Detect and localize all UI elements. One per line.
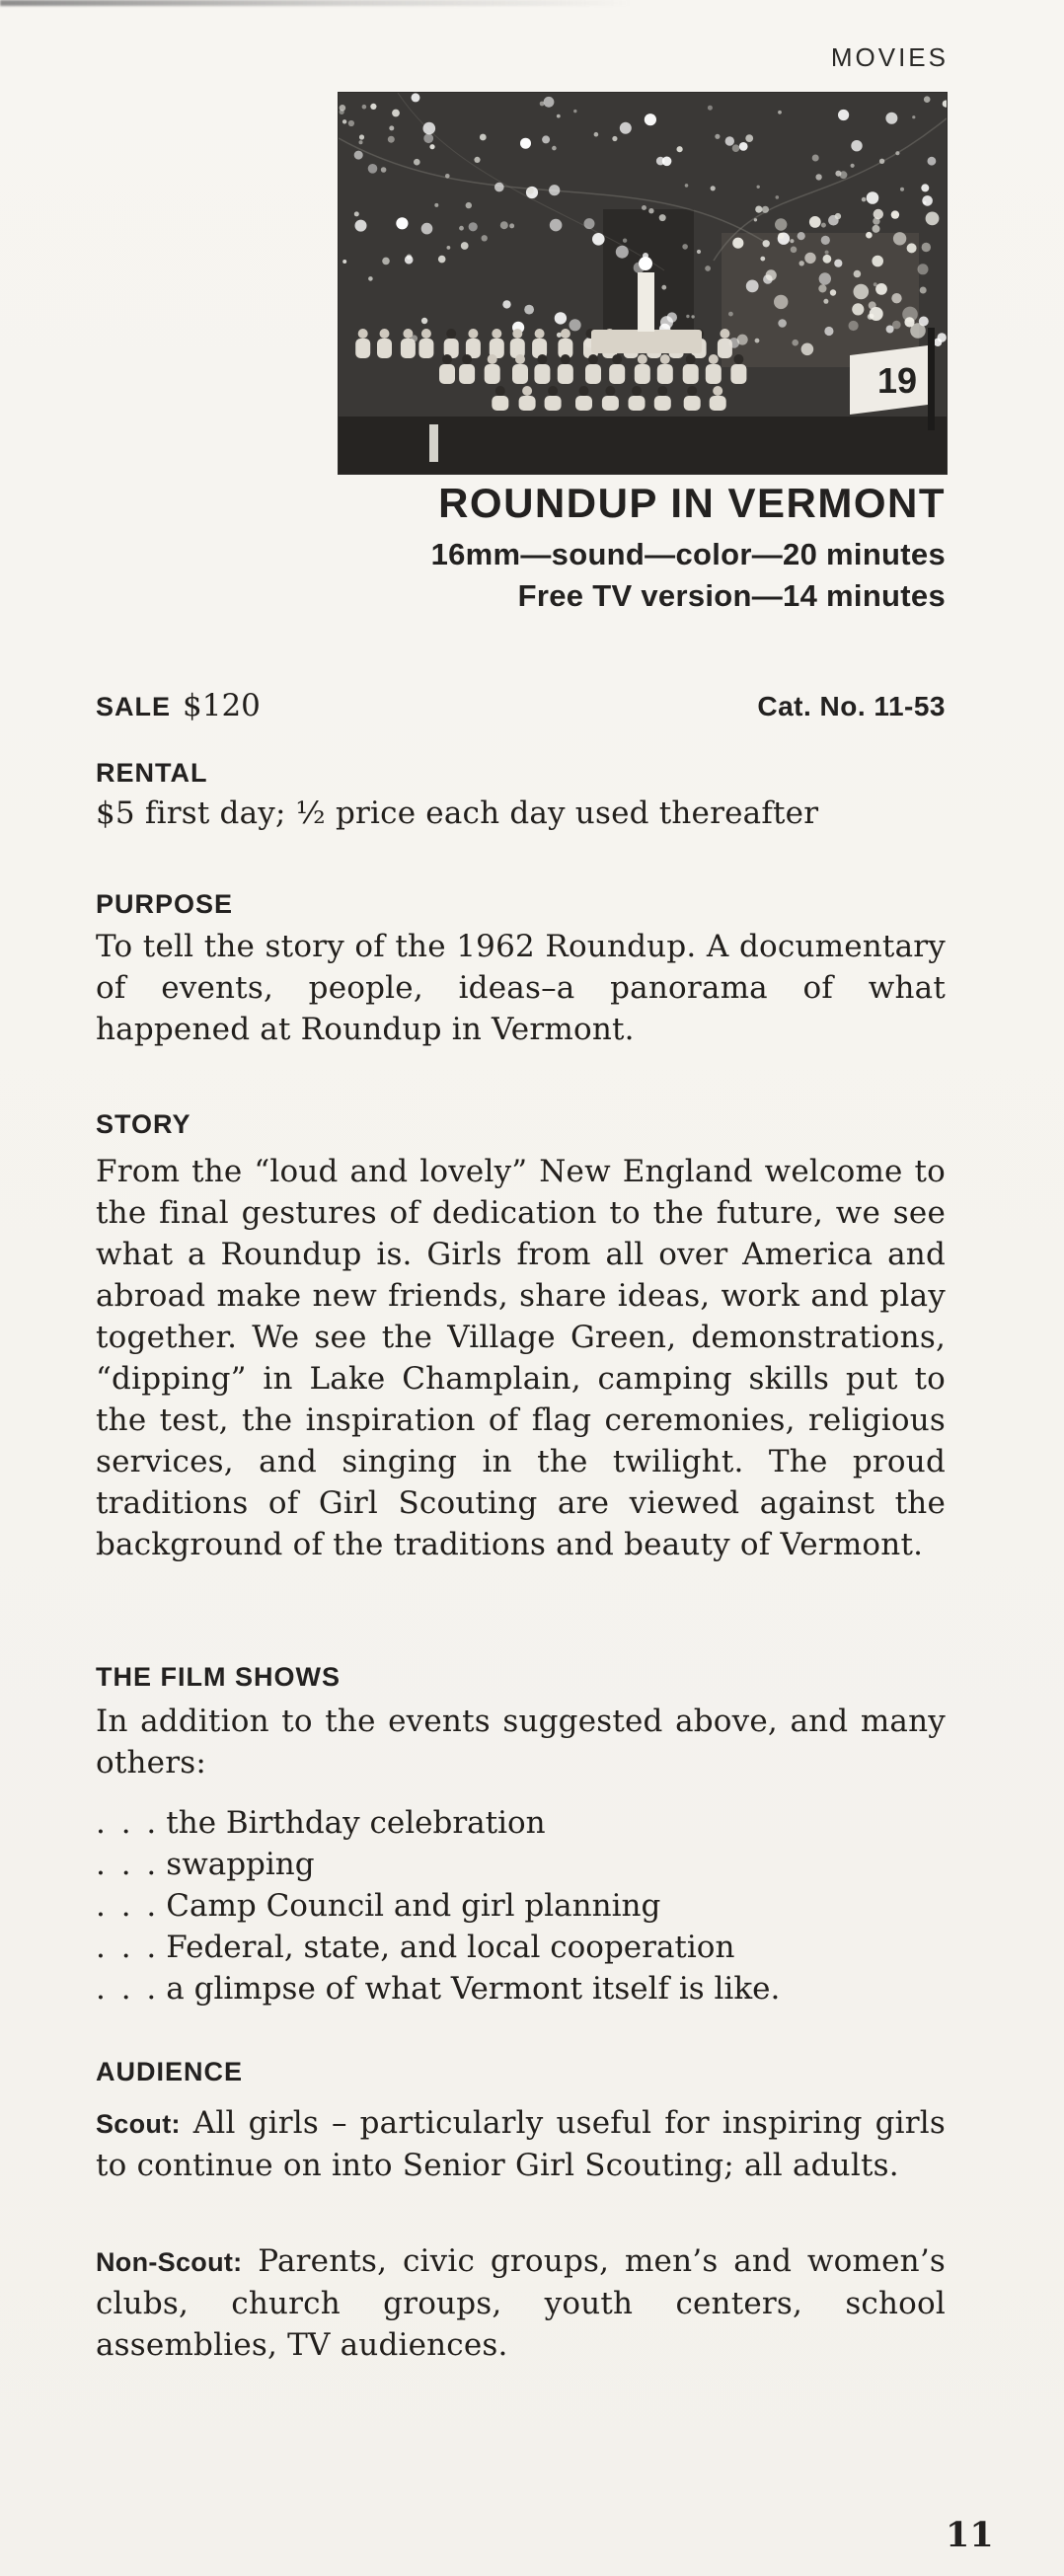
sale-row: [96, 688, 946, 723]
film-tv-version-line: Free TV version—14 minutes: [517, 578, 946, 613]
list-item: [96, 1927, 946, 1968]
film-title: ROUNDUP IN VERMONT: [438, 480, 946, 526]
film-shows-list: [96, 1802, 946, 2009]
film-shows-heading: THE FILM SHOWS: [96, 1662, 341, 1692]
list-item-text: swapping: [166, 1847, 315, 1882]
purpose-heading: PURPOSE: [96, 889, 234, 919]
ellipsis-bullet: . . .: [96, 1847, 160, 1882]
rental-text: $5 first day; ½ price each day used thereafter: [96, 796, 819, 831]
list-item-text: the Birthday celebration: [166, 1805, 546, 1841]
catalog-number: Cat. No. 11-53: [757, 691, 946, 721]
sale-price: $120: [183, 688, 261, 723]
film-shows-intro: In addition to the events suggested above, and many others:: [96, 1704, 946, 1780]
ellipsis-bullet: . . .: [96, 1805, 160, 1841]
scan-edge-artifact: [0, 0, 632, 6]
list-item-text: Camp Council and girl planning: [166, 1888, 661, 1924]
rental-heading: RENTAL: [96, 758, 208, 788]
audience-heading: AUDIENCE: [96, 2057, 244, 2086]
list-item: [96, 1885, 946, 1927]
film-photo-illustration: [339, 93, 947, 474]
purpose-text: To tell the story of the 1962 Roundup. A documentary of events, people, ideas–a panorama of what happened at Roundup in Vermont.: [96, 929, 946, 1047]
ellipsis-bullet: . . .: [96, 1930, 160, 1965]
ellipsis-bullet: . . .: [96, 1888, 160, 1924]
list-item-text: Federal, state, and local cooperation: [166, 1930, 735, 1965]
film-format-line: 16mm—sound—color—20 minutes: [430, 537, 946, 571]
sale-info: [96, 688, 261, 723]
photo-lit-wall: [722, 233, 919, 367]
scout-label: Scout:: [96, 2109, 181, 2139]
non-scout-text: Parents, civic groups, men’s and women’s clubs, church groups, youth centers, school assemblies, TV audiences.: [96, 2243, 946, 2363]
flag-number: 19: [876, 360, 918, 401]
sale-label: SALE: [96, 692, 172, 721]
film-title-block: [431, 481, 946, 617]
audience-scout-text: [96, 2102, 946, 2186]
story-heading: STORY: [96, 1109, 191, 1139]
list-item: [96, 1802, 946, 1844]
page-header: MOVIES: [830, 42, 949, 72]
story-text: From the “loud and lovely” New England welcome to the final gestures of dedication to the future, we see what a Roundup is. Girls from all over America and abroad make new friends, share ideas, work and play together. We see the Village Green, demonstrations, “dipping” in Lake Champlain, camping skills put to the test, the inspiration of flag ceremonies, religious services, and singing in the twilight. The proud traditions of Girl Scouting are viewed against the background of the traditions and beauty of Vermont.: [96, 1154, 946, 1562]
page-number: 11: [946, 2515, 994, 2555]
ellipsis-bullet: . . .: [96, 1971, 160, 2007]
list-item: [96, 1968, 946, 2009]
film-photo: [339, 93, 947, 474]
audience-non-scout-text: [96, 2240, 946, 2366]
scout-text: All girls – particularly useful for inspiring girls to continue on into Senior Girl Scouting; all adults.: [96, 2105, 946, 2183]
non-scout-label: Non-Scout:: [96, 2247, 243, 2277]
list-item-text: a glimpse of what Vermont itself is like.: [166, 1971, 781, 2007]
photo-light-streak: [429, 424, 438, 462]
list-item: [96, 1844, 946, 1885]
